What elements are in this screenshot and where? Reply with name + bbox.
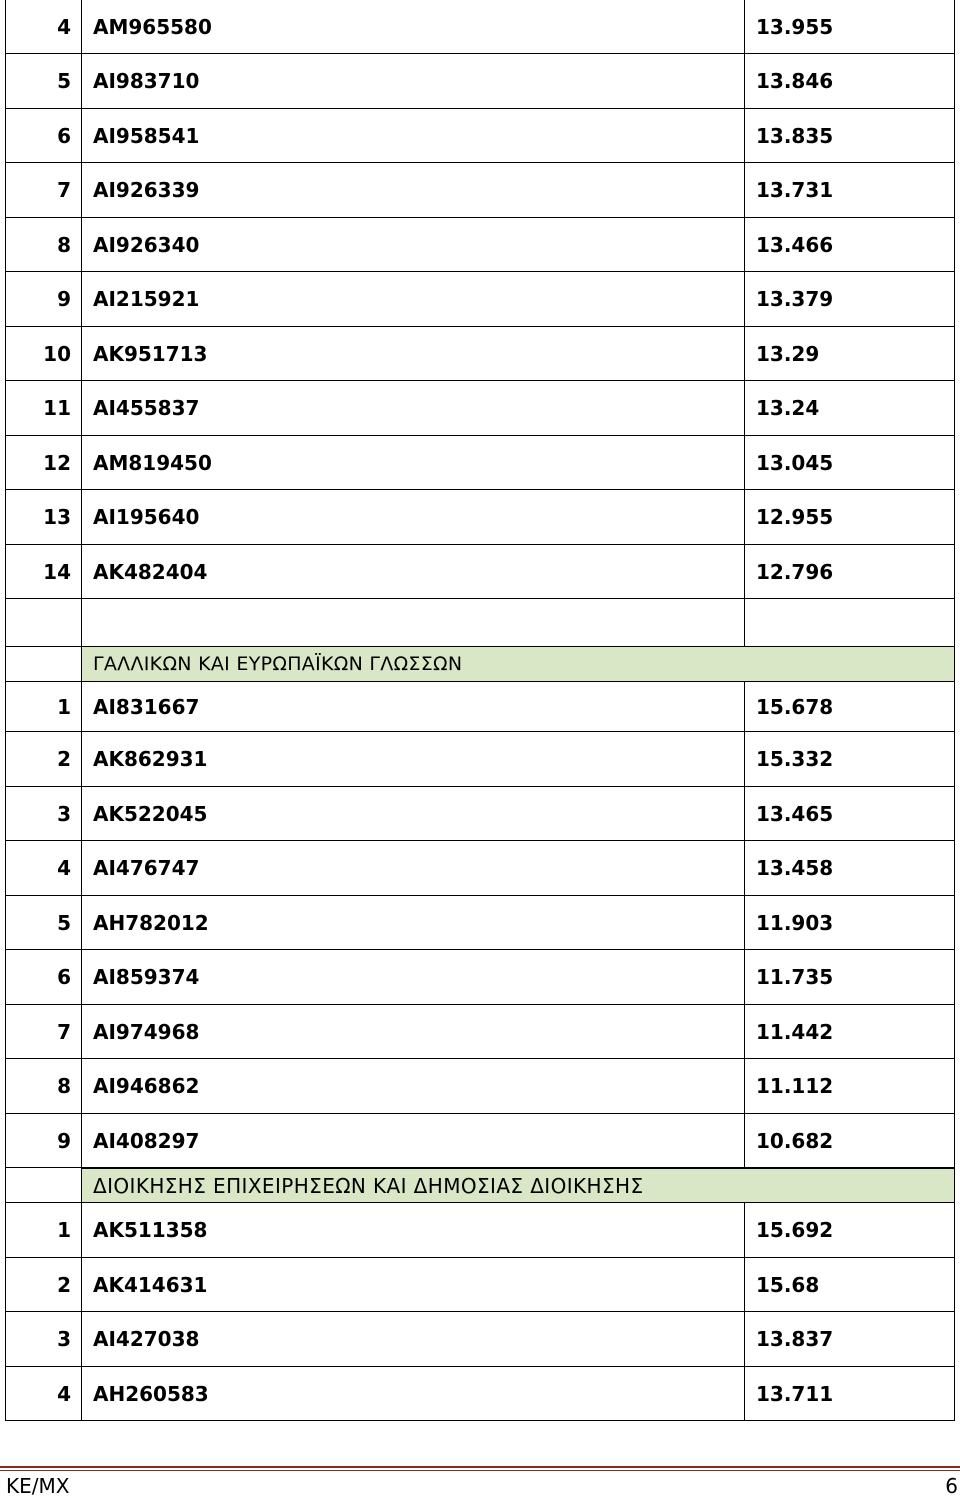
score-cell: 12.955 bbox=[744, 490, 955, 545]
table-row bbox=[5, 1059, 955, 1114]
score-cell bbox=[744, 599, 955, 647]
table-row bbox=[5, 732, 955, 787]
id-cell: AI859374 bbox=[81, 950, 744, 1005]
rank-cell: 7 bbox=[5, 1005, 81, 1059]
table-row bbox=[5, 950, 955, 1005]
id-cell: AI195640 bbox=[81, 490, 744, 545]
rank-cell: 4 bbox=[5, 0, 81, 54]
rank-cell: 3 bbox=[5, 1312, 81, 1367]
table-row bbox=[5, 163, 955, 218]
rank-cell: 7 bbox=[5, 163, 81, 218]
id-cell: AH260583 bbox=[81, 1367, 744, 1421]
score-cell: 15.68 bbox=[744, 1258, 955, 1312]
rank-cell: 1 bbox=[5, 682, 81, 732]
rank-cell: 5 bbox=[5, 896, 81, 950]
rank-cell: 13 bbox=[5, 490, 81, 545]
table-row bbox=[5, 787, 955, 841]
id-cell: AK951713 bbox=[81, 327, 744, 381]
id-cell: AI926340 bbox=[81, 218, 744, 272]
score-cell: 13.835 bbox=[744, 109, 955, 163]
table-row bbox=[5, 381, 955, 436]
score-cell: 13.731 bbox=[744, 163, 955, 218]
id-cell: AM819450 bbox=[81, 436, 744, 490]
score-cell: 13.955 bbox=[744, 0, 955, 54]
table-row bbox=[5, 218, 955, 272]
rank-cell: 2 bbox=[5, 732, 81, 787]
rank-cell: 2 bbox=[5, 1258, 81, 1312]
footer-text: ΚΕ/ΜΧ bbox=[6, 1474, 70, 1498]
score-cell: 13.379 bbox=[744, 272, 955, 327]
id-cell: AI983710 bbox=[81, 54, 744, 109]
section-title: ΔΙΟΙΚΗΣΗΣ ΕΠΙΧΕΙΡΗΣΕΩΝ ΚΑΙ ΔΗΜΟΣΙΑΣ ΔΙΟΙΚΗΣΗΣ bbox=[81, 1168, 955, 1203]
rank-cell: 3 bbox=[5, 787, 81, 841]
score-cell: 13.837 bbox=[744, 1312, 955, 1367]
score-cell: 11.442 bbox=[744, 1005, 955, 1059]
table-row bbox=[5, 896, 955, 950]
score-cell: 13.29 bbox=[744, 327, 955, 381]
table-row bbox=[5, 436, 955, 490]
id-cell: AK414631 bbox=[81, 1258, 744, 1312]
id-cell: AI408297 bbox=[81, 1114, 744, 1168]
id-cell: AI455837 bbox=[81, 381, 744, 436]
section-header bbox=[5, 646, 955, 682]
table-row bbox=[5, 0, 955, 54]
rank-cell: 4 bbox=[5, 1367, 81, 1421]
score-cell: 13.466 bbox=[744, 218, 955, 272]
id-cell: AK522045 bbox=[81, 787, 744, 841]
score-cell: 13.458 bbox=[744, 841, 955, 896]
score-cell: 15.678 bbox=[744, 682, 955, 732]
rank-cell: 4 bbox=[5, 841, 81, 896]
id-cell: AM965580 bbox=[81, 0, 744, 54]
score-cell: 11.903 bbox=[744, 896, 955, 950]
id-cell: AI831667 bbox=[81, 682, 744, 732]
score-cell: 11.112 bbox=[744, 1059, 955, 1114]
score-cell: 13.24 bbox=[744, 381, 955, 436]
footer-rule bbox=[0, 1466, 960, 1468]
rank-cell: 9 bbox=[5, 272, 81, 327]
id-cell: AI215921 bbox=[81, 272, 744, 327]
table-row bbox=[5, 1114, 955, 1168]
table-row bbox=[5, 272, 955, 327]
id-cell: AK482404 bbox=[81, 545, 744, 599]
id-cell: AK511358 bbox=[81, 1203, 744, 1258]
rank-cell: 9 bbox=[5, 1114, 81, 1168]
table-row bbox=[5, 841, 955, 896]
score-cell: 11.735 bbox=[744, 950, 955, 1005]
score-cell: 13.045 bbox=[744, 436, 955, 490]
id-cell: AI476747 bbox=[81, 841, 744, 896]
id-cell: AI974968 bbox=[81, 1005, 744, 1059]
table-row bbox=[5, 490, 955, 545]
score-cell: 13.711 bbox=[744, 1367, 955, 1421]
rank-cell: 6 bbox=[5, 950, 81, 1005]
table-row bbox=[5, 545, 955, 599]
score-cell: 10.682 bbox=[744, 1114, 955, 1168]
id-cell: AI926339 bbox=[81, 163, 744, 218]
rank-cell: 12 bbox=[5, 436, 81, 490]
rank-cell bbox=[5, 599, 81, 647]
id-cell bbox=[81, 599, 744, 647]
id-cell: AI427038 bbox=[81, 1312, 744, 1367]
rank-cell: 11 bbox=[5, 381, 81, 436]
table-row bbox=[5, 682, 955, 732]
table-row bbox=[5, 1005, 955, 1059]
rank-cell: 14 bbox=[5, 545, 81, 599]
rank-cell: 8 bbox=[5, 1059, 81, 1114]
footer-rule bbox=[0, 1470, 960, 1471]
section-title: ΓΑΛΛΙΚΩΝ ΚΑΙ ΕΥΡΩΠΑΪΚΩΝ ΓΛΩΣΣΩΝ bbox=[81, 646, 955, 682]
table-row bbox=[5, 1367, 955, 1421]
table-row bbox=[5, 1312, 955, 1367]
id-cell: AH782012 bbox=[81, 896, 744, 950]
id-cell: AI946862 bbox=[81, 1059, 744, 1114]
table-row bbox=[5, 1258, 955, 1312]
table-row bbox=[5, 1203, 955, 1258]
table-row bbox=[5, 327, 955, 381]
rank-cell: 8 bbox=[5, 218, 81, 272]
rank-cell: 10 bbox=[5, 327, 81, 381]
rank-cell: 1 bbox=[5, 1203, 81, 1258]
score-cell: 12.796 bbox=[744, 545, 955, 599]
score-cell: 13.465 bbox=[744, 787, 955, 841]
rank-cell: 5 bbox=[5, 54, 81, 109]
rank-cell: 6 bbox=[5, 109, 81, 163]
score-cell: 15.692 bbox=[744, 1203, 955, 1258]
score-cell: 13.846 bbox=[744, 54, 955, 109]
section-header bbox=[5, 1168, 955, 1203]
id-cell: AK862931 bbox=[81, 732, 744, 787]
id-cell: AI958541 bbox=[81, 109, 744, 163]
table-row bbox=[5, 109, 955, 163]
score-cell: 15.332 bbox=[744, 732, 955, 787]
table-row-empty bbox=[5, 599, 955, 647]
table-row bbox=[5, 54, 955, 109]
page-number: 6 bbox=[945, 1474, 958, 1498]
